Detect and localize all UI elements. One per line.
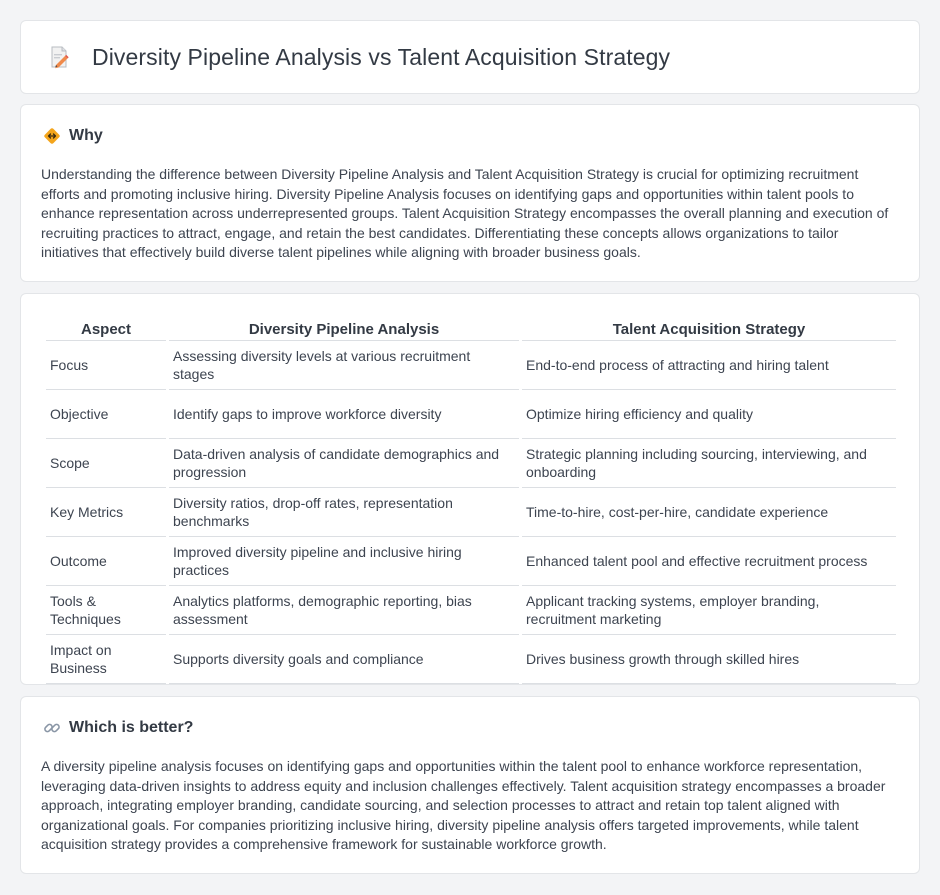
column-header-diversity-pipeline: Diversity Pipeline Analysis (169, 313, 519, 341)
document-pencil-icon (47, 45, 71, 69)
page-title: Diversity Pipeline Analysis vs Talent Acquisition Strategy (92, 43, 671, 70)
talent-acquisition-cell: Optimize hiring efficiency and quality (522, 390, 896, 439)
why-paragraph: Understanding the difference between Diversity Pipeline Analysis and Talent Acquisition Strategy is crucial for optimizing recruitment efforts and promoting inclusive hiring. Diversity Pipeline Analysis focuses on identifying gaps and opportunities within talent pools to enhance representation across underrepresented groups. Talent Acquisition Strategy encompasses the overall planning and execution of recruiting practices to attract, engage, and retain the best candidates. Differentiating these concepts allows organizations to tailor initiatives that effectively build diverse talent pipelines while aligning with broader business goals. (41, 166, 889, 260)
why-section (20, 104, 920, 282)
table-row (46, 635, 896, 684)
diversity-pipeline-cell: Diversity ratios, drop-off rates, representation benchmarks (169, 488, 519, 537)
table-row (46, 488, 896, 537)
link-icon (43, 719, 61, 737)
diversity-pipeline-cell: Data-driven analysis of candidate demographics and progression (169, 439, 519, 488)
aspect-cell: Objective (46, 390, 166, 439)
diamond-arrows-icon (43, 127, 61, 145)
which-is-better-title: Which is better? (69, 719, 194, 736)
why-title: Why (69, 127, 103, 144)
aspect-cell: Tools & Techniques (46, 586, 166, 635)
table-row (46, 586, 896, 635)
diversity-pipeline-cell: Improved diversity pipeline and inclusive hiring practices (169, 537, 519, 586)
which-is-better-section (20, 696, 920, 874)
aspect-cell: Key Metrics (46, 488, 166, 537)
aspect-cell: Impact on Business (46, 635, 166, 684)
title-card (20, 20, 920, 94)
table-row (46, 439, 896, 488)
talent-acquisition-cell: Strategic planning including sourcing, interviewing, and onboarding (522, 439, 896, 488)
table-row (46, 341, 896, 390)
diversity-pipeline-cell: Supports diversity goals and compliance (169, 635, 519, 684)
which-is-better-paragraph: A diversity pipeline analysis focuses on identifying gaps and opportunities within the talent pool to enhance workforce representation, leveraging data-driven insights to address equity and inclusion challenges effectively. Talent acquisition strategy encompasses a broader approach, integrating employer branding, candidate sourcing, and selection processes to attract and retain top talent aligned with organizational goals. For companies prioritizing inclusive hiring, diversity pipeline analysis offers targeted improvements, while talent acquisition strategy provides a comprehensive framework for sustainable workforce growth. (41, 758, 886, 852)
table-row (46, 390, 896, 439)
diversity-pipeline-cell: Identify gaps to improve workforce diversity (169, 390, 519, 439)
table-row (46, 537, 896, 586)
column-header-talent-acquisition: Talent Acquisition Strategy (522, 313, 896, 341)
comparison-table (43, 313, 899, 684)
diversity-pipeline-cell: Analytics platforms, demographic reporting, bias assessment (169, 586, 519, 635)
talent-acquisition-cell: Drives business growth through skilled hires (522, 635, 896, 684)
aspect-cell: Scope (46, 439, 166, 488)
aspect-cell: Focus (46, 341, 166, 390)
talent-acquisition-cell: End-to-end process of attracting and hiring talent (522, 341, 896, 390)
talent-acquisition-cell: Applicant tracking systems, employer branding, recruitment marketing (522, 586, 896, 635)
talent-acquisition-cell: Enhanced talent pool and effective recruitment process (522, 537, 896, 586)
column-header-aspect: Aspect (46, 313, 166, 341)
aspect-cell: Outcome (46, 537, 166, 586)
talent-acquisition-cell: Time-to-hire, cost-per-hire, candidate experience (522, 488, 896, 537)
diversity-pipeline-cell: Assessing diversity levels at various recruitment stages (169, 341, 519, 390)
comparison-section (20, 293, 920, 685)
